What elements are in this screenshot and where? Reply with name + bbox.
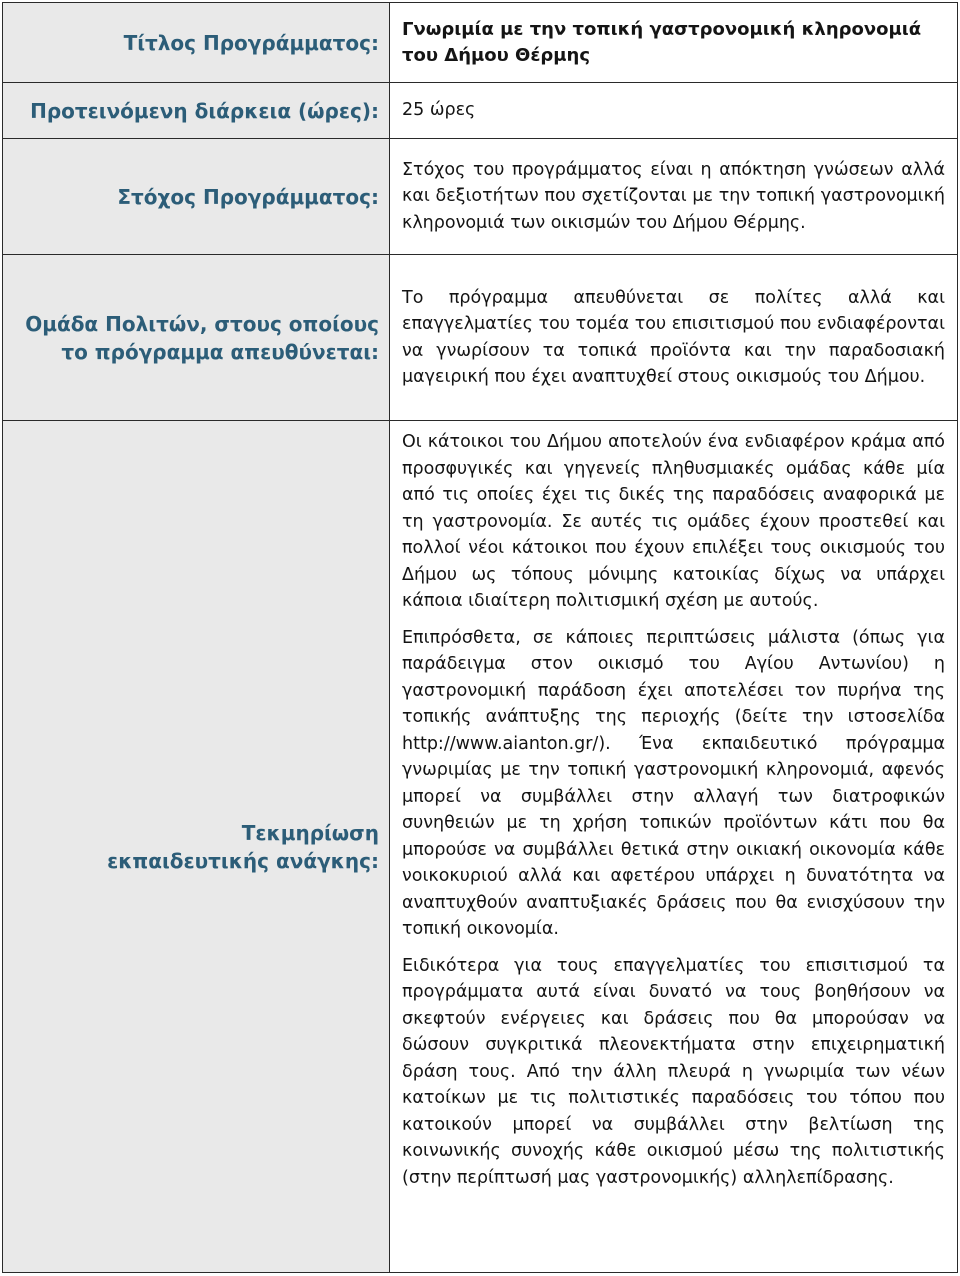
row-target-group [3,255,958,421]
title-value: Γνωριμία με την τοπική γαστρονομική κληρονομιά του Δήμου Θέρμης [390,3,958,83]
justification-paragraph-1: Οι κάτοικοι του Δήμου αποτελούν ένα ενδιαφέρον κράμα από προσφυγικές και γηγενείς πληθυσμιακές ομάδας κάθε μία από τις οποίες έχει τις δικές της παραδόσεις αναφορικά με τη γαστρονομία. Σε αυτές τις ομάδες έχουν προστεθεί και πολλοί νέοι κάτοικοι που έχουν επιλέξει τους οικισμούς του Δήμου ως τόπους μόνιμης κατοικίας δίχως να υπάρχει κάποια ιδιαίτερη πολιτισμική σχέση με αυτούς. [402,432,945,611]
target-group-label-line1: Ομάδα Πολιτών, στους οποίους [25,311,379,336]
target-group-label-line2: το πρόγραμμα απευθύνεται: [61,339,379,364]
justification-paragraph-3: Ειδικότερα για τους επαγγελματίες του επισιτισμού τα προγράμματα αυτά είναι δυνατό να τους βοηθήσουν να σκεφτούν ενέργειες και δράσεις που θα μπορούσαν να δώσουν συγκριτικά πλεονεκτήματα στην επιχειρηματική δράση τους. Από την άλλη πλευρά η γνωριμία των νέων κατοίκων με τις πολιτιστικές παραδόσεις του τόπου που κατοικούν μπορεί να συμβάλλει στην βελτίωση της κοινωνικής συνοχής κάθε οικισμού μέσω της πολιτιστικής (στην περίπτωσή μας γαστρονομικής) αλληλεπίδρασης. [402,955,945,1188]
justification-paragraph-2: Επιπρόσθετα, σε κάποιες περιπτώσεις μάλιστα (όπως για παράδειγμα στον οικισμό του Αγίου Αντωνίου) η γαστρονομική παράδοση έχει αποτελέσει τον πυρήνα της τοπικής ανάπτυξης της περιοχής (δείτε την ιστοσελίδα http://www.aianton.gr/). Ένα εκπαιδευτικό πρόγραμμα γνωριμίας με την τοπική γαστρονομική κληρονομιά, αφενός μπορεί να συμβάλλει στην αλλαγή των διατροφικών συνηθειών με τη χρήση τοπικών προϊόντων κάτι που θα μπορούσε να συμβάλλει θετικά στην οικιακή οικονομία κάθε νοικοκυριού αλλά και αφετέρου υπάρχει η δυνατότητα να αναπτυχθούν αναπτυξιακές δράσεις που θα ενισχύσουν την τοπική οικονομία. [402,627,945,939]
row-justification [3,421,958,1273]
justification-label-line2: εκπαιδευτικής ανάγκης: [107,848,379,873]
duration-label: Προτεινόμενη διάρκεια (ώρες): [3,83,390,139]
goal-text: Στόχος του προγράμματος είναι η απόκτηση γνώσεων αλλά και δεξιοτήτων που σχετίζονται με την τοπική γαστρονομική κληρονομιά των οικισμών του Δήμου Θέρμης. [402,159,945,233]
target-group-text: Το πρόγραμμα απευθύνεται σε πολίτες αλλά και επαγγελματίες του τομέα του επισιτισμού που ενδιαφέρονται να γνωρίσουν τα τοπικά προϊόντα και την παραδοσιακή μαγειρική που έχει αναπτυχθεί στους οικισμούς του Δήμου. [402,287,945,387]
justification-label [3,421,390,1273]
row-duration [3,83,958,139]
goal-value [390,139,958,255]
title-label: Τίτλος Προγράμματος: [3,3,390,83]
target-group-value [390,255,958,421]
goal-label: Στόχος Προγράμματος: [3,139,390,255]
duration-value: 25 ώρες [390,83,958,139]
program-table [2,2,958,1273]
justification-label-line1: Τεκμηρίωση [241,820,379,845]
target-group-label [3,255,390,421]
justification-value [390,421,958,1273]
row-goal [3,139,958,255]
row-title [3,3,958,83]
